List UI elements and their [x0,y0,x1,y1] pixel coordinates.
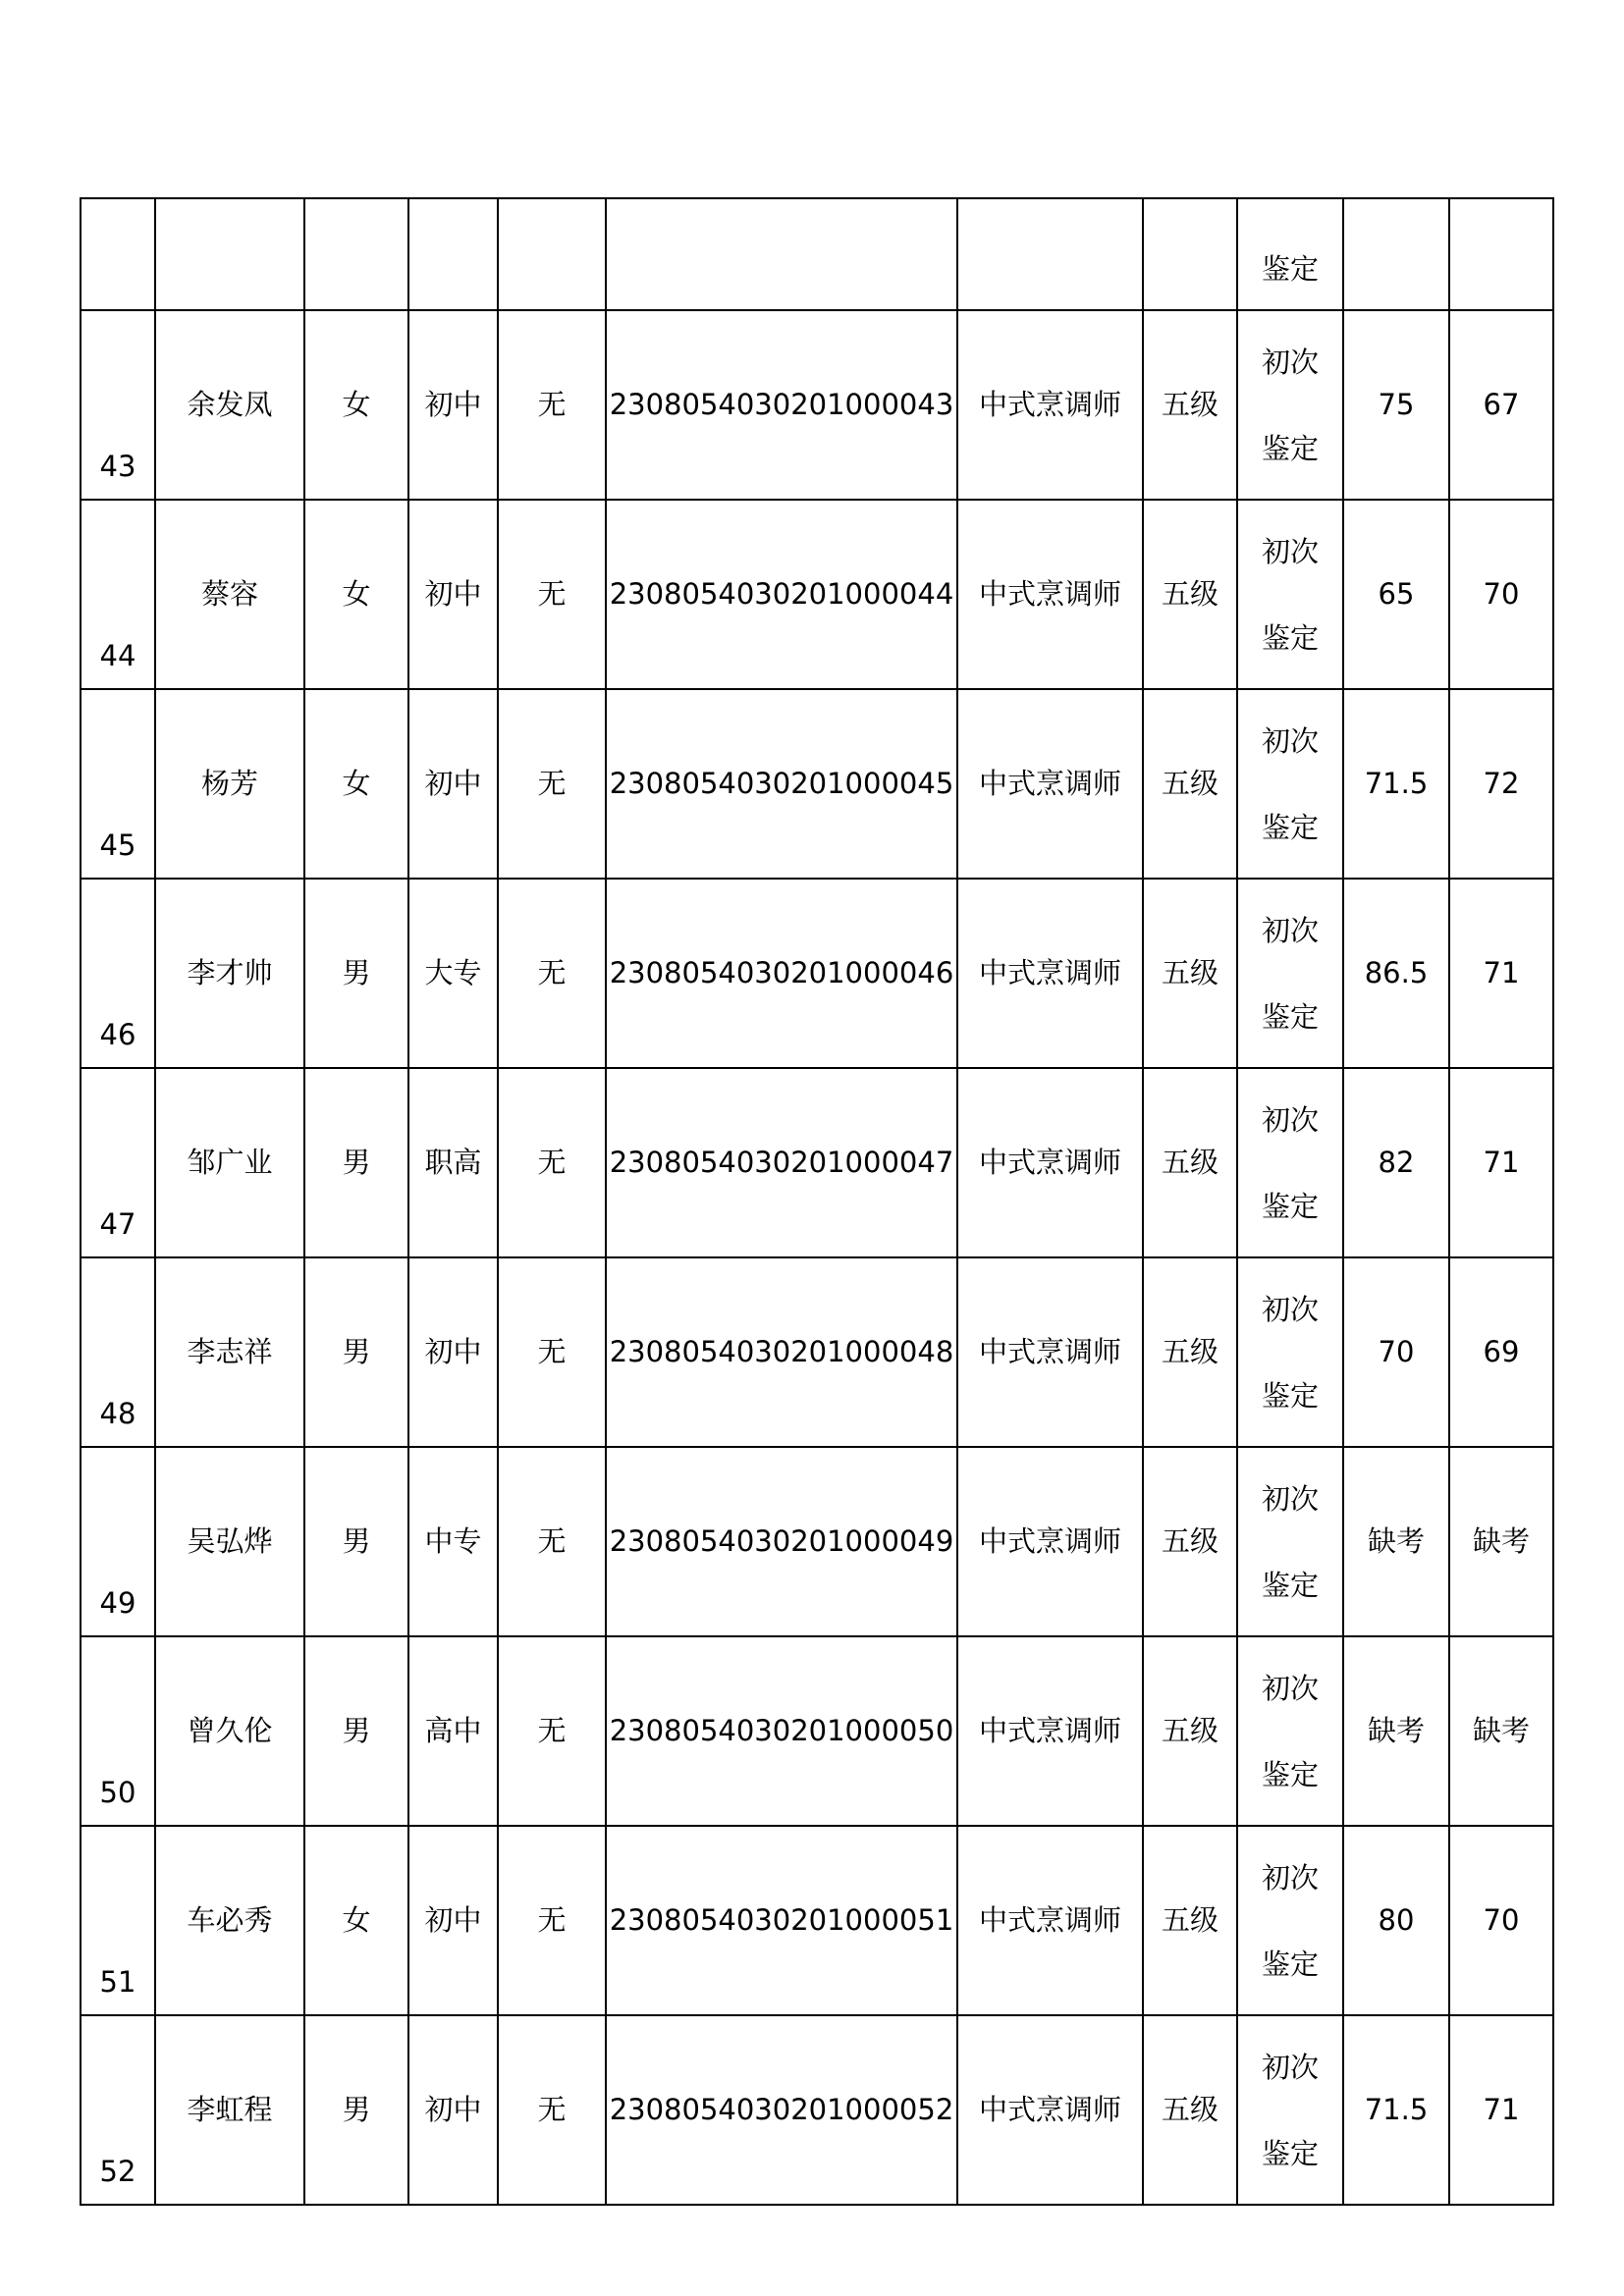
cell-education: 大专 [408,879,498,1068]
cell-level: 五级 [1143,1636,1237,1826]
cell-type [1237,1447,1343,1636]
cell-id: 2308054030201000048 [606,1257,957,1447]
cell-no: 52 [81,2015,155,2205]
table-body [81,198,1553,2205]
cell-certificate: 无 [498,2015,606,2205]
type-line2: 鉴定 [1261,2136,1319,2170]
cell-no: 45 [81,689,155,879]
cell-gender: 男 [304,1257,408,1447]
cell-level: 五级 [1143,1257,1237,1447]
cell-occupation: 中式烹调师 [957,1257,1143,1447]
cell-no: 51 [81,1826,155,2015]
cell-score-theory: 71.5 [1343,689,1449,879]
table-row [81,310,1553,500]
cell-level: 五级 [1143,1068,1237,1257]
cell-type [1237,1257,1343,1447]
cell-occupation: 中式烹调师 [957,1447,1143,1636]
cell-id: 2308054030201000046 [606,879,957,1068]
cell-education: 初中 [408,500,498,689]
cell-name: 李虹程 [155,2015,304,2205]
table-row [81,1447,1553,1636]
cell-gender: 女 [304,500,408,689]
cell-name: 余发凤 [155,310,304,500]
type-line2: 鉴定 [1261,1189,1319,1223]
cell-type [1237,1826,1343,2015]
cell-occupation: 中式烹调师 [957,2015,1143,2205]
cell-score-practice: 69 [1449,1257,1553,1447]
type-line1: 初次 [1261,723,1319,758]
cell-occupation: 中式烹调师 [957,500,1143,689]
cell-name: 邹广业 [155,1068,304,1257]
cell-score-practice: 70 [1449,500,1553,689]
cell-education: 初中 [408,689,498,879]
type-line1: 初次 [1261,913,1319,947]
cell-name: 吴弘烨 [155,1447,304,1636]
cell-certificate: 无 [498,1826,606,2015]
cell-level: 五级 [1143,2015,1237,2205]
cell-no: 43 [81,310,155,500]
cell-score-theory [1343,198,1449,310]
cell-occupation: 中式烹调师 [957,689,1143,879]
cell-occupation: 中式烹调师 [957,1826,1143,2015]
table-row [81,1826,1553,2015]
type-line2: 鉴定 [1261,252,1319,286]
cell-id [606,198,957,310]
cell-level: 五级 [1143,500,1237,689]
type-line2: 鉴定 [1261,1947,1319,1981]
cell-level [1143,198,1237,310]
cell-id: 2308054030201000043 [606,310,957,500]
cell-type [1237,310,1343,500]
cell-level: 五级 [1143,1826,1237,2015]
cell-id: 2308054030201000049 [606,1447,957,1636]
cell-occupation [957,198,1143,310]
table-row [81,1636,1553,1826]
cell-occupation: 中式烹调师 [957,1068,1143,1257]
cell-gender: 女 [304,689,408,879]
cell-type [1237,1068,1343,1257]
cell-certificate: 无 [498,1257,606,1447]
type-line1: 初次 [1261,1292,1319,1326]
type-line1: 初次 [1261,1481,1319,1516]
cell-score-theory: 65 [1343,500,1449,689]
table-row [81,2015,1553,2205]
cell-score-practice: 缺考 [1449,1636,1553,1826]
cell-education: 初中 [408,1826,498,2015]
cell-type [1237,1636,1343,1826]
cell-certificate: 无 [498,1636,606,1826]
cell-type [1237,198,1343,310]
cell-score-theory: 80 [1343,1826,1449,2015]
table-row [81,1257,1553,1447]
cell-no: 47 [81,1068,155,1257]
table-row [81,689,1553,879]
type-line2: 鉴定 [1261,1568,1319,1602]
cell-score-practice: 67 [1449,310,1553,500]
type-line2: 鉴定 [1261,999,1319,1034]
cell-name: 李志祥 [155,1257,304,1447]
cell-education: 初中 [408,1257,498,1447]
cell-type [1237,2015,1343,2205]
cell-no: 50 [81,1636,155,1826]
cell-score-practice: 71 [1449,2015,1553,2205]
cell-score-practice: 71 [1449,1068,1553,1257]
type-line1: 初次 [1261,1102,1319,1137]
cell-score-practice: 缺考 [1449,1447,1553,1636]
cell-gender: 女 [304,310,408,500]
cell-gender: 男 [304,2015,408,2205]
cell-education: 中专 [408,1447,498,1636]
cell-name: 杨芳 [155,689,304,879]
cell-score-theory: 缺考 [1343,1636,1449,1826]
cell-level: 五级 [1143,310,1237,500]
type-line1: 初次 [1261,2050,1319,2084]
cell-id: 2308054030201000052 [606,2015,957,2205]
cell-certificate [498,198,606,310]
cell-occupation: 中式烹调师 [957,310,1143,500]
cell-education: 初中 [408,2015,498,2205]
cell-type [1237,879,1343,1068]
cell-certificate: 无 [498,1447,606,1636]
cell-score-theory: 75 [1343,310,1449,500]
cell-id: 2308054030201000044 [606,500,957,689]
cell-certificate: 无 [498,500,606,689]
cell-id: 2308054030201000051 [606,1826,957,2015]
type-line2: 鉴定 [1261,1378,1319,1413]
cell-score-theory: 82 [1343,1068,1449,1257]
cell-occupation: 中式烹调师 [957,1636,1143,1826]
cell-education: 职高 [408,1068,498,1257]
cell-type [1237,500,1343,689]
cell-score-theory: 71.5 [1343,2015,1449,2205]
cell-score-practice: 71 [1449,879,1553,1068]
cell-certificate: 无 [498,1068,606,1257]
cell-name: 蔡容 [155,500,304,689]
cell-level: 五级 [1143,689,1237,879]
cell-no: 49 [81,1447,155,1636]
type-line1: 初次 [1261,1671,1319,1705]
type-line2: 鉴定 [1261,810,1319,844]
type-line2: 鉴定 [1261,620,1319,655]
cell-level: 五级 [1143,879,1237,1068]
cell-certificate: 无 [498,689,606,879]
cell-score-theory: 缺考 [1343,1447,1449,1636]
cell-education [408,198,498,310]
cell-gender: 男 [304,1068,408,1257]
cell-type [1237,689,1343,879]
cell-no: 46 [81,879,155,1068]
type-line1: 初次 [1261,345,1319,379]
continuation-row [81,198,1553,310]
cell-name: 曾久伦 [155,1636,304,1826]
cell-name [155,198,304,310]
cell-education: 高中 [408,1636,498,1826]
cell-education: 初中 [408,310,498,500]
table-row [81,879,1553,1068]
cell-score-practice [1449,198,1553,310]
candidate-results-table [80,197,1554,2206]
type-line2: 鉴定 [1261,1757,1319,1791]
cell-gender: 男 [304,1447,408,1636]
cell-certificate: 无 [498,310,606,500]
type-line1: 初次 [1261,534,1319,568]
cell-certificate: 无 [498,879,606,1068]
cell-score-practice: 70 [1449,1826,1553,2015]
cell-id: 2308054030201000045 [606,689,957,879]
table-row [81,1068,1553,1257]
cell-level: 五级 [1143,1447,1237,1636]
cell-no: 44 [81,500,155,689]
cell-name: 李才帅 [155,879,304,1068]
type-line1: 初次 [1261,1860,1319,1895]
cell-gender [304,198,408,310]
cell-id: 2308054030201000047 [606,1068,957,1257]
cell-score-theory: 86.5 [1343,879,1449,1068]
type-line2: 鉴定 [1261,431,1319,465]
cell-no [81,198,155,310]
cell-score-practice: 72 [1449,689,1553,879]
cell-score-theory: 70 [1343,1257,1449,1447]
cell-gender: 男 [304,879,408,1068]
cell-id: 2308054030201000050 [606,1636,957,1826]
cell-gender: 女 [304,1826,408,2015]
cell-name: 车必秀 [155,1826,304,2015]
cell-no: 48 [81,1257,155,1447]
cell-occupation: 中式烹调师 [957,879,1143,1068]
table-row [81,500,1553,689]
cell-gender: 男 [304,1636,408,1826]
